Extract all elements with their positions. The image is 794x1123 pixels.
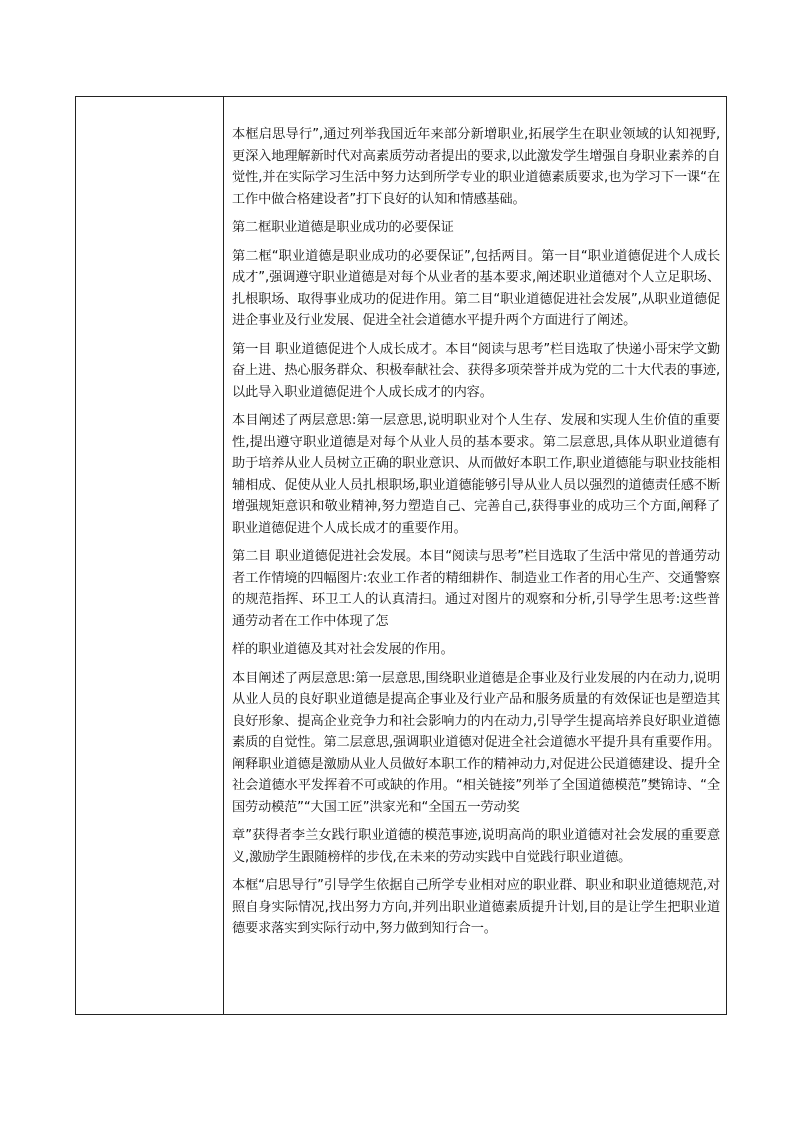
paragraph-item-two-continued: 样的职业道德及其对社会发展的作用。 [232,642,454,657]
paragraph-item-one-detail: 本目阐述了两层意思:第一层意思,说明职业对个人生存、发展和实现人生价值的重要性,提出遵守职业道德是对每个从业人员的基本要求。第二层意思,具体从职业道德有助于培养从业人员树立正确的职业意识、从而做好本职工作,职业道德能与职业技能相辅相成、促使从业人员扎根职场,职业道德能够引导从业人员以强烈的道德责任感不断增强规矩意识和敬业精神,努力塑造自己、完善自己,获得事业的成功三个方面,阐释了职业道德促进个人成长成才的重要作用。 [232,413,720,536]
paragraph-item-one: 第一目 职业道德促进个人成长成才。本目“阅读与思考”栏目选取了快递小哥宋学文勤奋上进、热心服务群众、积极奉献社会、获得多项荣誉并成为党的二十大代表的事迹,以此导入职业道德促进个人成长成才的内容。 [232,341,720,400]
table-left-cell [76,97,224,1014]
paragraph-section-overview: 第二框“职业道德是职业成功的必要保证”,包括两目。第一目“职业道德促进个人成长成才”,强调遵守职业道德是对每个从业者的基本要求,阐述职业道德对个人立足职场、扎根职场、取得事业成功的促进作用。第二目“职业道德促进社会发展”,从职业道德促进企事业及行业发展、促进全社会道德水平提升两个方面进行了阐述。 [232,248,720,328]
content-table [75,96,727,1015]
table-right-cell [224,97,726,1014]
section-heading: 第二框职业道德是职业成功的必要保证 [232,220,454,235]
paragraph-item-two: 第二目 职业道德促进社会发展。本目“阅读与思考”栏目选取了生活中常见的普通劳动者工作情境的四幅图片:农业工作者的精细耕作、制造业工作者的用心生产、交通警察的规范指挥、环卫工人的认真清扫。通过对图片的观察和分析,引导学生思考:这些普通劳动者在工作中体现了怎 [232,549,720,629]
paragraph-closing-guidance: 本框“启思导行”引导学生依据自己所学专业相对应的职业群、职业和职业道德规范,对照自身实际情况,找出努力方向,并列出职业道德素质提升计划,目的是让学生把职业道德要求落实到实际行动中,努力做到知行合一。 [232,878,720,936]
paragraph-item-two-detail-continued: 章”获得者李兰女践行职业道德的模范事迹,说明高尚的职业道德对社会发展的重要意义,激励学生跟随榜样的步伐,在未来的劳动实践中自觉践行职业道德。 [232,828,720,865]
paragraph-intro-summary: 本框启思导行”,通过列举我国近年来部分新增职业,拓展学生在职业领域的认知视野,更深入地理解新时代对高素质劳动者提出的要求,以此激发学生增强自身职业素养的自觉性,并在实际学习生活中努力达到所学专业的职业道德素质要求,也为学习下一课“在工作中做合格建设者”打下良好的认知和情感基础。 [232,127,720,207]
paragraph-item-two-detail: 本目阐述了两层意思:第一层意思,围绕职业道德是企事业及行业发展的内在动力,说明从业人员的良好职业道德是提高企事业及行业产品和服务质量的有效保证也是塑造其良好形象、提高企业竞争力和社会影响力的内在动力,引导学生提高培养良好职业道德素质的自觉性。第二层意思,强调职业道德对促进全社会道德水平提升具有重要作用。阐释职业道德是激励从业人员做好本职工作的精神动力,对促进公民道德建设、提升全社会道德水平发挥着不可或缺的作用。“相关链接”列举了全国道德模范”樊锦诗、“全国劳动模范”“大国工匠”洪家光和“全国五一劳动奖 [232,670,720,815]
